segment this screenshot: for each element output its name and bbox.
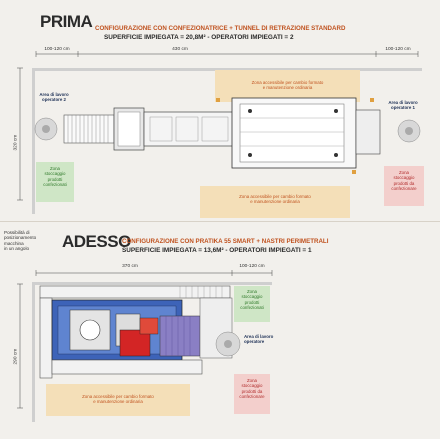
adesso-operator-figure: [216, 332, 240, 356]
prima-stats: SUPERFICIE IMPIEGATA = 20,8M² - OPERATORI IMPIEGATI = 2: [104, 34, 294, 41]
adesso-storage-to-pack: Zona stoccaggio prodotti da confezionare: [234, 374, 270, 414]
adesso-title: ADESSO: [62, 232, 131, 251]
prima-storage-finished: Zona stoccaggio prodotti confezionati: [36, 162, 74, 202]
prima-dim-height: 320 cm: [13, 134, 19, 151]
adesso-dim-center: 370 cm: [122, 264, 138, 269]
prima-subtitle: CONFIGURAZIONE CON CONFEZIONATRICE + TUNNEL DI RETRAZIONE STANDARD: [95, 25, 346, 32]
adesso-dim-height: 290 cm: [13, 348, 19, 365]
prima-dim-left: 100-120 cm: [44, 47, 70, 52]
prima-maintenance-label-bottom: Zona accessibile per cambio formato e manutenzione ordinaria: [239, 194, 311, 205]
prima-operator-label-right: Area di lavoro operatore 1: [388, 100, 418, 111]
adesso-subtitle: CONFIGURAZIONE CON PRATIKA 55 SMART + NASTRI PERIMETRALI: [122, 238, 329, 245]
adesso-dim-right: 100-120 cm: [239, 264, 265, 269]
prima-title: PRIMA: [40, 12, 93, 31]
adesso-storage-finished: Zona stoccaggio prodotti confezionati: [234, 286, 270, 322]
adesso-operator-label: Area di lavoro operatore: [244, 334, 274, 345]
prima-maintenance-label-top: Zona accessibile per cambio formato e manutenzione ordinaria: [251, 80, 324, 91]
prima-operator-label-left: Area di lavoro operatore 2: [39, 92, 69, 103]
prima-dim-center: 430 cm: [172, 47, 188, 52]
adesso-maintenance-label: Zona accessibile per cambio formato e manutenzione ordinaria: [82, 394, 154, 405]
adesso-stats: SUPERFICIE IMPIEGATA = 13,6M² - OPERATORI IMPIEGATI = 1: [122, 247, 312, 254]
prima-storage-to-pack: Zona stoccaggio prodotti da confezionare: [384, 166, 424, 206]
adesso-corner-note: Possibilità di posizionamento macchina in un angolo: [4, 230, 37, 252]
prima-dim-right: 100-120 cm: [385, 47, 411, 52]
